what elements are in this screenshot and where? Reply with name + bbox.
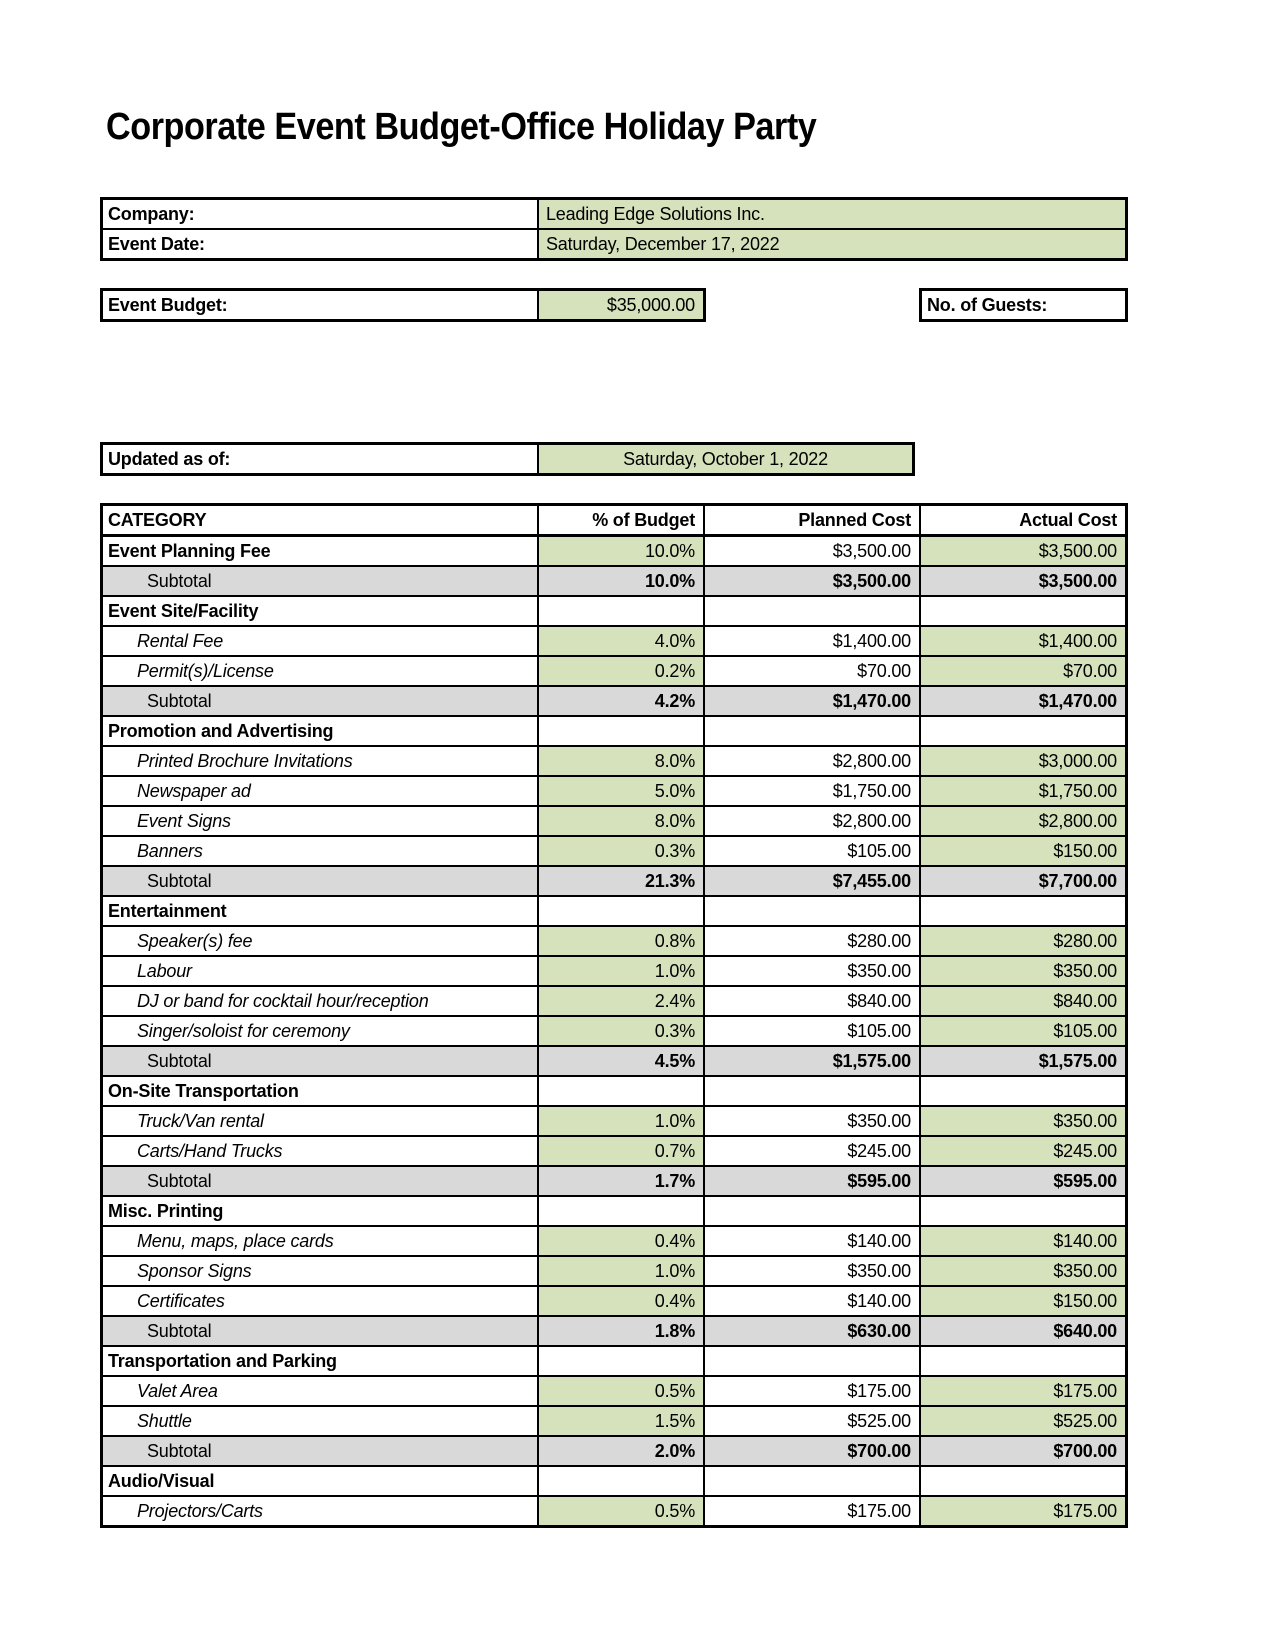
percent-of-budget-cell: 4.2% (537, 687, 703, 715)
planned-cost-cell: $175.00 (703, 1497, 919, 1525)
planned-cost-cell (703, 717, 919, 745)
percent-of-budget-cell: 0.3% (537, 1017, 703, 1045)
actual-cost-cell (919, 1347, 1125, 1375)
percent-of-budget-cell: 0.3% (537, 837, 703, 865)
section-row (103, 595, 1125, 625)
actual-cost-cell (919, 1077, 1125, 1105)
percent-of-budget-cell (537, 897, 703, 925)
percent-of-budget-cell: 8.0% (537, 747, 703, 775)
percent-of-budget-cell (537, 1197, 703, 1225)
percent-of-budget-cell: 0.5% (537, 1497, 703, 1525)
percent-of-budget-cell: 2.4% (537, 987, 703, 1015)
item-row (103, 1015, 1125, 1045)
percent-of-budget-cell: 4.0% (537, 627, 703, 655)
company-info-table (100, 197, 1128, 261)
actual-cost-cell: $150.00 (919, 1287, 1125, 1315)
planned-cost-cell: $840.00 (703, 987, 919, 1015)
company-label: Company: (108, 204, 195, 224)
subtotal-row (103, 1315, 1125, 1345)
planned-cost-cell: $175.00 (703, 1377, 919, 1405)
header-actual-cost: Actual Cost (919, 506, 1125, 534)
category-cell: Valet Area (137, 1381, 218, 1401)
actual-cost-cell: $3,500.00 (919, 537, 1125, 565)
category-cell: Rental Fee (137, 631, 224, 651)
planned-cost-cell (703, 1347, 919, 1375)
item-row (103, 985, 1125, 1015)
updated-row (103, 445, 912, 473)
planned-cost-cell: $280.00 (703, 927, 919, 955)
item-row (103, 805, 1125, 835)
category-cell: Speaker(s) fee (137, 931, 253, 951)
actual-cost-cell: $595.00 (919, 1167, 1125, 1195)
category-cell: Subtotal (103, 1317, 537, 1345)
actual-cost-cell (919, 597, 1125, 625)
percent-of-budget-cell: 0.8% (537, 927, 703, 955)
item-row (103, 745, 1125, 775)
planned-cost-cell: $140.00 (703, 1227, 919, 1255)
section-row (103, 895, 1125, 925)
planned-cost-cell: $140.00 (703, 1287, 919, 1315)
planned-cost-cell: $105.00 (703, 1017, 919, 1045)
item-row (103, 955, 1125, 985)
planned-cost-cell: $1,400.00 (703, 627, 919, 655)
category-cell: Promotion and Advertising (108, 721, 334, 741)
item-row (103, 534, 1125, 565)
item-row (103, 835, 1125, 865)
guests-label: No. of Guests: (927, 295, 1048, 315)
section-row (103, 715, 1125, 745)
updated-value: Saturday, October 1, 2022 (537, 445, 912, 473)
category-cell: Audio/Visual (108, 1471, 215, 1491)
budget-table-header-row (103, 506, 1125, 534)
actual-cost-cell: $105.00 (919, 1017, 1125, 1045)
percent-of-budget-cell: 1.0% (537, 1107, 703, 1135)
category-cell: Transportation and Parking (108, 1351, 337, 1371)
category-cell: Subtotal (103, 1167, 537, 1195)
percent-of-budget-cell: 0.2% (537, 657, 703, 685)
actual-cost-cell: $350.00 (919, 1257, 1125, 1285)
percent-of-budget-cell: 0.4% (537, 1227, 703, 1255)
category-cell: Banners (137, 841, 203, 861)
actual-cost-cell: $7,700.00 (919, 867, 1125, 895)
percent-of-budget-cell: 1.0% (537, 1257, 703, 1285)
planned-cost-cell: $70.00 (703, 657, 919, 685)
page-title: Corporate Event Budget-Office Holiday Party (106, 106, 817, 148)
planned-cost-cell: $245.00 (703, 1137, 919, 1165)
planned-cost-cell: $2,800.00 (703, 747, 919, 775)
category-cell: Subtotal (103, 567, 537, 595)
planned-cost-cell: $350.00 (703, 957, 919, 985)
category-cell: Subtotal (103, 1437, 537, 1465)
actual-cost-cell: $525.00 (919, 1407, 1125, 1435)
actual-cost-cell: $245.00 (919, 1137, 1125, 1165)
planned-cost-cell (703, 1077, 919, 1105)
planned-cost-cell (703, 597, 919, 625)
subtotal-row (103, 1045, 1125, 1075)
updated-box (100, 442, 915, 476)
percent-of-budget-cell: 4.5% (537, 1047, 703, 1075)
item-row (103, 625, 1125, 655)
event-budget-value: $35,000.00 (537, 291, 703, 319)
percent-of-budget-cell: 5.0% (537, 777, 703, 805)
subtotal-row (103, 1165, 1125, 1195)
section-row (103, 1345, 1125, 1375)
category-cell: Shuttle (137, 1411, 192, 1431)
subtotal-row (103, 1435, 1125, 1465)
budget-table (100, 503, 1128, 1528)
planned-cost-cell: $630.00 (703, 1317, 919, 1345)
planned-cost-cell: $1,750.00 (703, 777, 919, 805)
subtotal-row (103, 565, 1125, 595)
item-row (103, 655, 1125, 685)
percent-of-budget-cell: 21.3% (537, 867, 703, 895)
event-budget-box (100, 288, 706, 322)
item-row (103, 775, 1125, 805)
actual-cost-cell: $1,400.00 (919, 627, 1125, 655)
actual-cost-cell: $700.00 (919, 1437, 1125, 1465)
planned-cost-cell: $2,800.00 (703, 807, 919, 835)
percent-of-budget-cell: 1.7% (537, 1167, 703, 1195)
percent-of-budget-cell (537, 717, 703, 745)
actual-cost-cell: $140.00 (919, 1227, 1125, 1255)
guests-box (919, 288, 1128, 322)
actual-cost-cell: $1,750.00 (919, 777, 1125, 805)
percent-of-budget-cell (537, 1347, 703, 1375)
planned-cost-cell: $350.00 (703, 1107, 919, 1135)
actual-cost-cell: $175.00 (919, 1377, 1125, 1405)
event-date-row (103, 228, 1125, 258)
actual-cost-cell: $280.00 (919, 927, 1125, 955)
category-cell: Singer/soloist for ceremony (137, 1021, 350, 1041)
percent-of-budget-cell: 8.0% (537, 807, 703, 835)
category-cell: Permit(s)/License (137, 661, 274, 681)
item-row (103, 1255, 1125, 1285)
actual-cost-cell (919, 897, 1125, 925)
percent-of-budget-cell: 1.0% (537, 957, 703, 985)
event-budget-row (103, 291, 703, 319)
percent-of-budget-cell: 0.4% (537, 1287, 703, 1315)
actual-cost-cell (919, 717, 1125, 745)
category-cell: Projectors/Carts (137, 1501, 263, 1521)
actual-cost-cell: $1,470.00 (919, 687, 1125, 715)
category-cell: Certificates (137, 1291, 225, 1311)
planned-cost-cell: $1,575.00 (703, 1047, 919, 1075)
planned-cost-cell: $525.00 (703, 1407, 919, 1435)
event-date-value: Saturday, December 17, 2022 (537, 230, 1125, 258)
percent-of-budget-cell: 10.0% (537, 567, 703, 595)
actual-cost-cell: $150.00 (919, 837, 1125, 865)
planned-cost-cell: $700.00 (703, 1437, 919, 1465)
budget-table-rows (103, 534, 1125, 1525)
category-cell: Labour (137, 961, 192, 981)
category-cell: Event Planning Fee (108, 541, 271, 561)
company-row (103, 200, 1125, 228)
event-budget-label: Event Budget: (108, 295, 228, 315)
header-category: CATEGORY (103, 506, 537, 534)
planned-cost-cell: $1,470.00 (703, 687, 919, 715)
actual-cost-cell: $640.00 (919, 1317, 1125, 1345)
category-cell: Subtotal (103, 867, 537, 895)
planned-cost-cell: $595.00 (703, 1167, 919, 1195)
planned-cost-cell (703, 1467, 919, 1495)
percent-of-budget-cell: 0.5% (537, 1377, 703, 1405)
category-cell: On-Site Transportation (108, 1081, 299, 1101)
item-row (103, 1285, 1125, 1315)
header-planned-cost: Planned Cost (703, 506, 919, 534)
actual-cost-cell: $3,500.00 (919, 567, 1125, 595)
category-cell: DJ or band for cocktail hour/reception (137, 991, 429, 1011)
category-cell: Subtotal (103, 687, 537, 715)
percent-of-budget-cell: 2.0% (537, 1437, 703, 1465)
item-row (103, 1495, 1125, 1525)
planned-cost-cell: $7,455.00 (703, 867, 919, 895)
item-row (103, 1375, 1125, 1405)
percent-of-budget-cell: 1.5% (537, 1407, 703, 1435)
subtotal-row (103, 865, 1125, 895)
header-percent-of-budget: % of Budget (537, 506, 703, 534)
guests-row (922, 291, 1125, 319)
category-cell: Subtotal (103, 1047, 537, 1075)
planned-cost-cell (703, 1197, 919, 1225)
company-value: Leading Edge Solutions Inc. (537, 200, 1125, 228)
category-cell: Newspaper ad (137, 781, 251, 801)
planned-cost-cell: $3,500.00 (703, 567, 919, 595)
category-cell: Sponsor Signs (137, 1261, 252, 1281)
section-row (103, 1195, 1125, 1225)
actual-cost-cell (919, 1467, 1125, 1495)
planned-cost-cell (703, 897, 919, 925)
category-cell: Truck/Van rental (137, 1111, 264, 1131)
item-row (103, 1135, 1125, 1165)
subtotal-row (103, 685, 1125, 715)
category-cell: Event Site/Facility (108, 601, 259, 621)
event-date-label: Event Date: (108, 234, 205, 254)
actual-cost-cell: $3,000.00 (919, 747, 1125, 775)
percent-of-budget-cell (537, 597, 703, 625)
actual-cost-cell: $2,800.00 (919, 807, 1125, 835)
category-cell: Carts/Hand Trucks (137, 1141, 283, 1161)
actual-cost-cell (919, 1197, 1125, 1225)
planned-cost-cell: $3,500.00 (703, 537, 919, 565)
actual-cost-cell: $1,575.00 (919, 1047, 1125, 1075)
category-cell: Misc. Printing (108, 1201, 224, 1221)
category-cell: Entertainment (108, 901, 227, 921)
section-row (103, 1075, 1125, 1105)
item-row (103, 925, 1125, 955)
percent-of-budget-cell: 1.8% (537, 1317, 703, 1345)
actual-cost-cell: $350.00 (919, 1107, 1125, 1135)
section-row (103, 1465, 1125, 1495)
percent-of-budget-cell: 0.7% (537, 1137, 703, 1165)
updated-label: Updated as of: (108, 449, 231, 469)
item-row (103, 1105, 1125, 1135)
planned-cost-cell: $105.00 (703, 837, 919, 865)
category-cell: Menu, maps, place cards (137, 1231, 334, 1251)
actual-cost-cell: $70.00 (919, 657, 1125, 685)
percent-of-budget-cell: 10.0% (537, 537, 703, 565)
item-row (103, 1225, 1125, 1255)
actual-cost-cell: $840.00 (919, 987, 1125, 1015)
actual-cost-cell: $175.00 (919, 1497, 1125, 1525)
percent-of-budget-cell (537, 1467, 703, 1495)
planned-cost-cell: $350.00 (703, 1257, 919, 1285)
category-cell: Event Signs (137, 811, 231, 831)
actual-cost-cell: $350.00 (919, 957, 1125, 985)
category-cell: Printed Brochure Invitations (137, 751, 353, 771)
percent-of-budget-cell (537, 1077, 703, 1105)
item-row (103, 1405, 1125, 1435)
